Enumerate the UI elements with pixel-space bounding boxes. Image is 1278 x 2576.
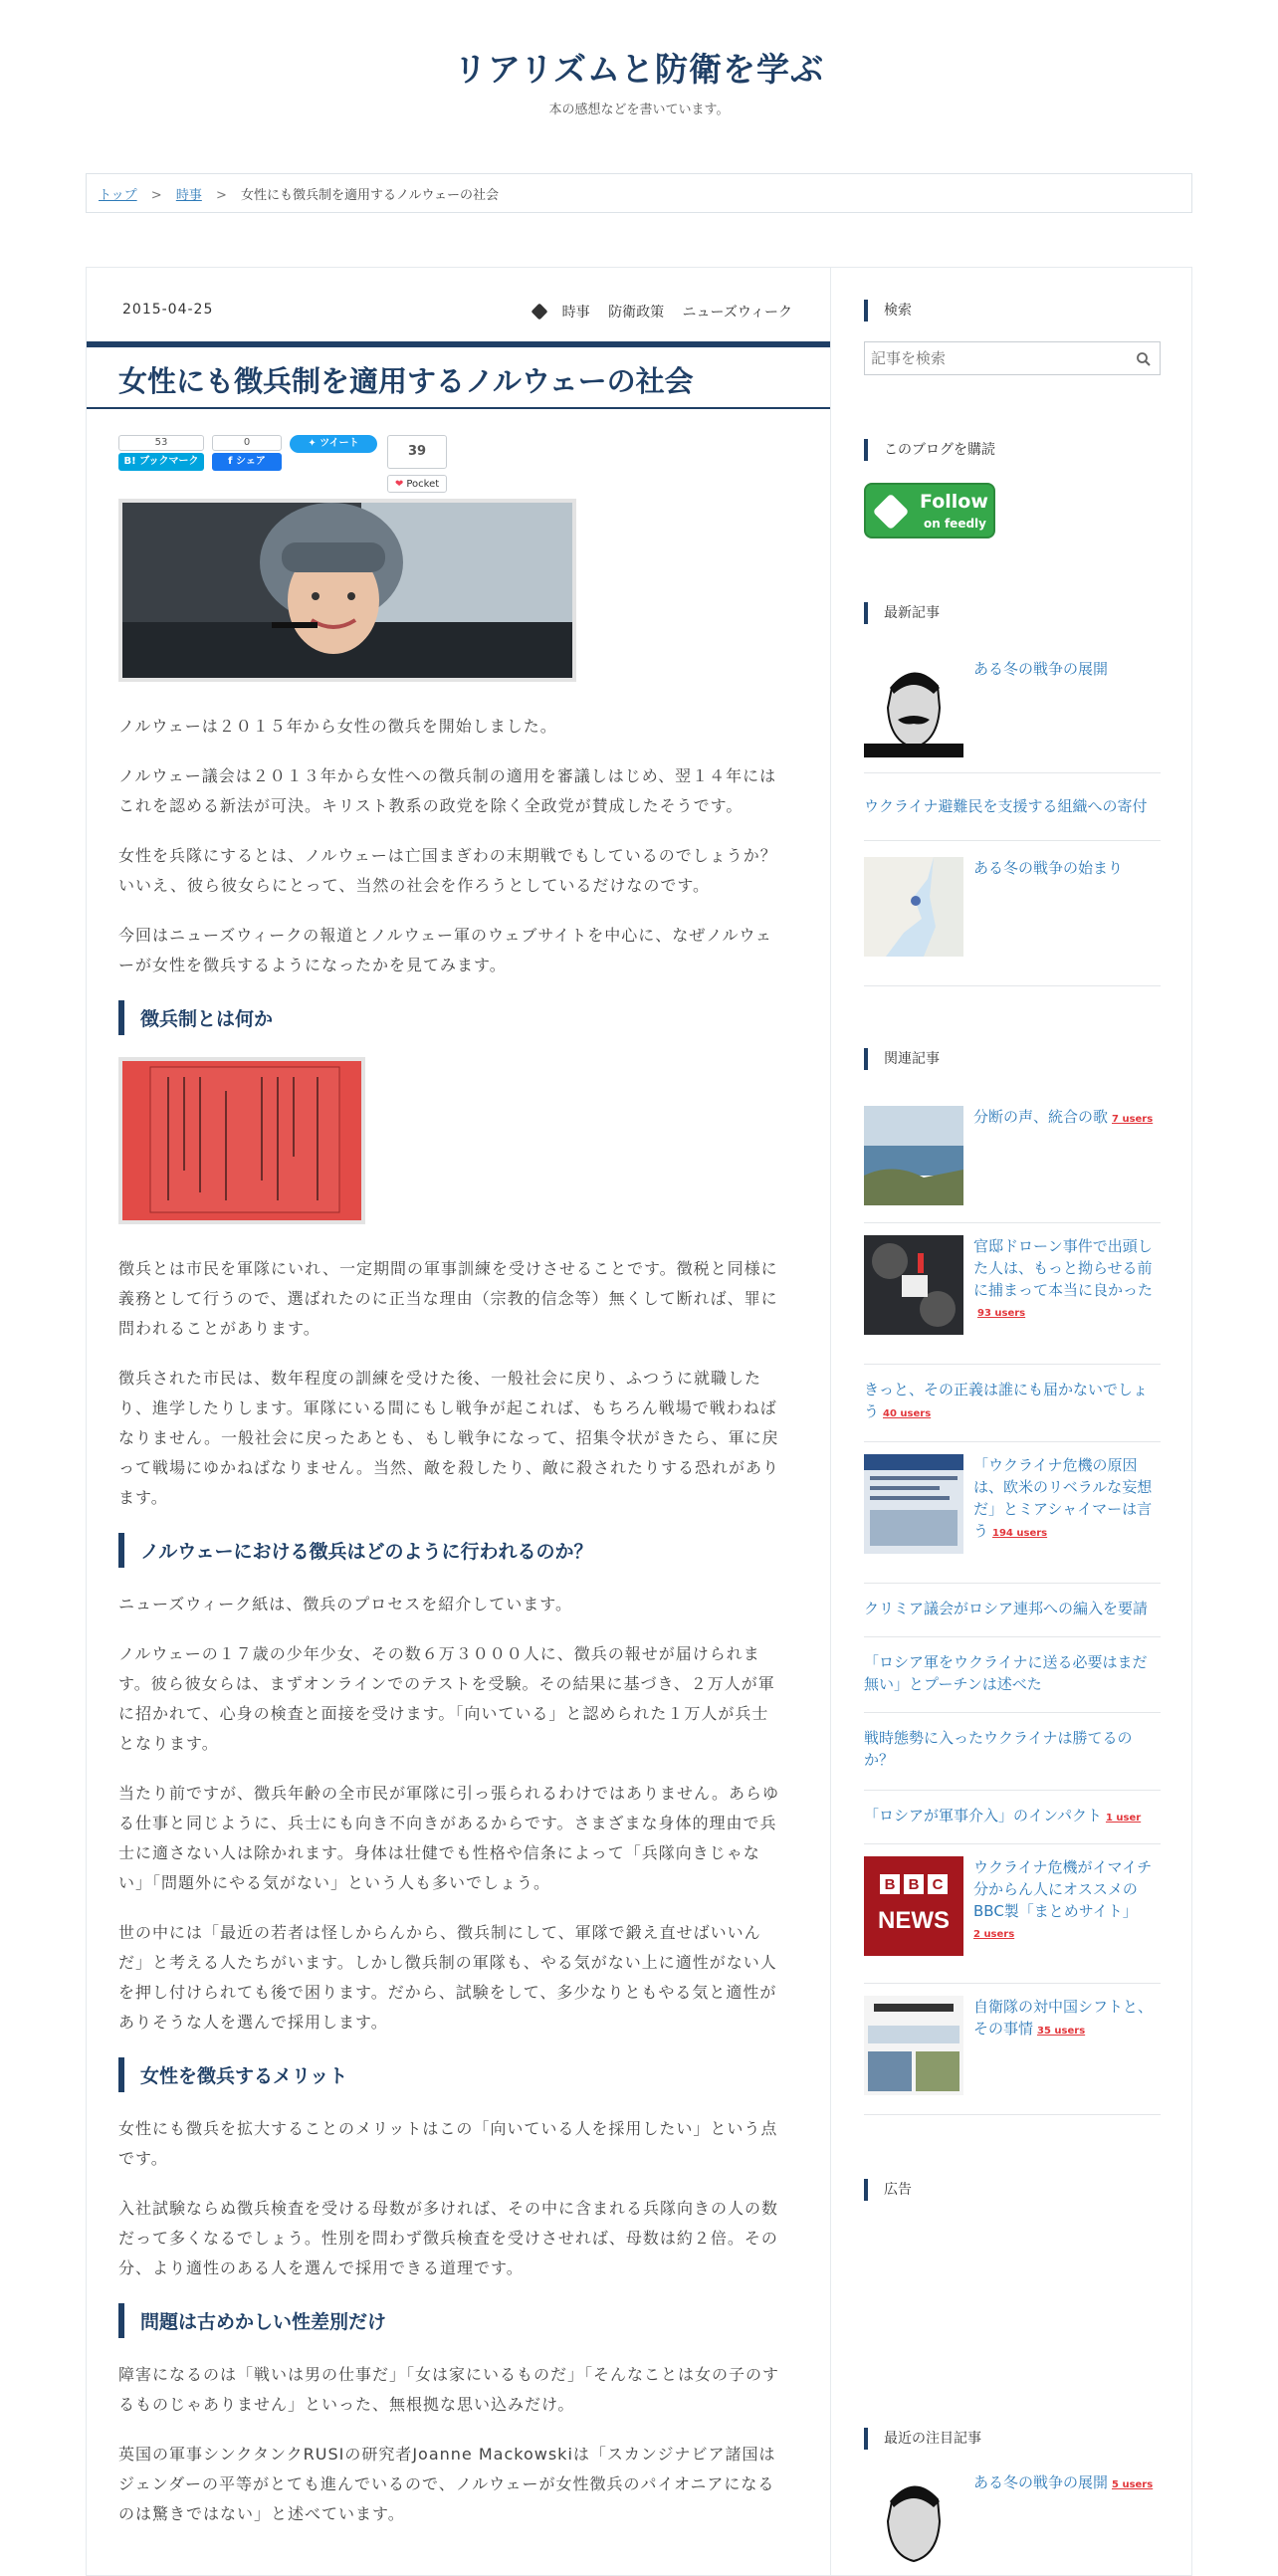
paragraph: 当たり前ですが、徴兵年齢の全市民が軍隊に引っ張られるわけではありません。あらゆる仕事と同じように、兵士にも向き不向きがあるからです。さまざまな身体的理由で兵士に適さない人は除かれます。身体は壮健でも性格や信条によって「兵隊向きじゃない」「問題外にやる気がない」という人も多いでしょう。 <box>118 1784 779 1892</box>
feedly-icon <box>873 494 910 531</box>
tag-icon <box>532 304 548 321</box>
users-badge[interactable]: 5 users <box>1112 2479 1154 2490</box>
breadcrumb <box>86 173 1192 213</box>
related-post-link[interactable]: 「ロシア軍をウクライナに送る必要はまだ無い」とプーチンは述べた <box>864 1653 1148 1693</box>
popular-post-text <box>973 2471 1163 2493</box>
search-icon[interactable] <box>1136 351 1152 367</box>
pocket-label <box>387 475 447 493</box>
related-post-link[interactable]: 官邸ドローン事件で出頭した人は、もっと拗らせる前に捕まって本当に良かった <box>973 1237 1154 1299</box>
book-cover-thumbnail <box>864 1996 963 2095</box>
recent-post-link[interactable]: ある冬の戦争の始まり <box>973 859 1124 877</box>
paragraph: ノルウェーの１７歳の少年少女、その数６万３０００人に、徴兵の報せが届けられます。彼ら彼女らは、まずオンラインでのテストを受験。その結果に基づき、２万人が軍に招かれて、心身の検査と面接を受けます。「向いている」と認められた１万人が兵士となります。 <box>118 1644 775 1753</box>
related-post-text <box>864 1584 1161 1619</box>
widget-title: 関連記事 <box>864 1048 1161 1070</box>
ad-widget <box>864 2179 1161 2418</box>
search-box <box>864 341 1161 375</box>
follow-on-feedly-button[interactable] <box>864 483 995 538</box>
paragraph: ニューズウィーク紙は、徴兵のプロセスを紹介しています。 <box>118 1595 572 1613</box>
popular-post-link[interactable]: ある冬の戦争の展開 <box>973 2473 1109 2491</box>
recent-post-item[interactable] <box>864 841 1161 986</box>
hatena-count: 53 <box>118 435 204 451</box>
feedly-label: Follow <box>920 491 988 513</box>
book-cover-art <box>864 1996 963 2095</box>
subscribe-widget <box>864 439 1161 538</box>
paragraph: 入社試験ならぬ徴兵検査を受ける母数が多ければ、その中に含まれる兵隊向きの人の数だって多くなるでしょう。性別を問わず徴兵検査を受けさせれば、母数は約２倍。その分、より適性のある人を選んで採用できる道理です。 <box>118 2199 779 2277</box>
related-post-item[interactable] <box>864 1442 1161 1584</box>
draft-notice-art <box>122 1061 361 1220</box>
popular-posts-widget <box>864 2428 1161 2549</box>
users-badge[interactable]: 2 users <box>973 1929 1015 1940</box>
related-post-text <box>864 1791 1161 1826</box>
paragraph: 女性を兵隊にするとは、ノルウェーは亡国まぎわの末期戦でもしているのでしょうか？ いいえ、彼ら彼女らにとって、当然の社会を作ろうとしているだけなのです。 <box>118 846 794 895</box>
pilot-photo <box>118 499 576 682</box>
related-post-text <box>864 1365 1161 1422</box>
related-post-item[interactable] <box>864 1844 1161 1984</box>
coast-thumbnail <box>864 1106 963 1205</box>
paragraph: ノルウェー議会は２０１３年から女性への徴兵制の適用を審議しはじめ、翌１４年にはこれを認める新法が可決。キリスト教系の政党を除く全政党が賛成したそうです。 <box>118 766 777 815</box>
draft-notice-photo <box>118 1057 365 1224</box>
stalin-thumbnail <box>864 2471 963 2571</box>
foreign-affairs-thumbnail <box>864 1454 963 1554</box>
users-badge[interactable]: 1 user <box>1105 1813 1142 1824</box>
related-post-link[interactable]: 分断の声、統合の歌 <box>973 1108 1109 1126</box>
hatena-bookmark-button[interactable] <box>118 435 204 471</box>
related-post-item[interactable] <box>864 1791 1161 1844</box>
tweet-label <box>290 435 377 453</box>
related-post-link[interactable]: 「ウクライナ危機の原因は、欧米のリベラルな妄想だ」とミアシャイマーは言う <box>973 1456 1153 1540</box>
coast-thumbnail-art <box>864 1106 963 1205</box>
entry-content <box>87 499 830 2529</box>
drone-thumbnail <box>864 1235 963 1335</box>
feedly-sublabel: on feedly <box>924 517 986 531</box>
related-post-link[interactable]: 「ロシアが軍事介入」のインパクト <box>864 1807 1102 1825</box>
entry-title: 女性にも徴兵制を適用するノルウェーの社会 <box>118 364 694 398</box>
recent-post-item[interactable] <box>864 646 1161 773</box>
content-wrapper <box>86 267 1192 2576</box>
related-post-link[interactable]: きっと、その正義は誰にも届かないでしょう <box>864 1381 1149 1420</box>
facebook-count: 0 <box>212 435 282 451</box>
svg-text:B: B <box>884 1876 896 1893</box>
pocket-label-text: Pocket <box>406 479 440 490</box>
stalin-thumbnail <box>864 658 963 757</box>
paragraph: 今回はニューズウィークの報道とノルウェー軍のウェブサイトを中心に、なぜノルウェーが女性を徴兵するようになったかを見てみます。 <box>118 926 772 974</box>
related-post-item[interactable] <box>864 1223 1161 1365</box>
breadcrumb-current: 女性にも徴兵制を適用するノルウェーの社会 <box>241 188 499 203</box>
widget-title: 最新記事 <box>864 602 1161 624</box>
hatena-label: B! ブックマーク <box>118 453 204 471</box>
bbc-news-logo <box>864 1856 963 1956</box>
entry-categories <box>520 302 792 322</box>
related-post-text <box>864 1637 1161 1695</box>
related-post-text <box>973 1235 1163 1320</box>
facebook-label <box>212 453 282 471</box>
svg-text:C: C <box>932 1876 944 1893</box>
paragraph: 世の中には「最近の若者は怪しからんから、徴兵制にして、軍隊で鍛え直せばいいんだ」と考える人たちがいます。しかし徴兵制の軍隊も、やる気がない上に適性がない人を押し付けられても後で困ります。だから、試験をして、多少なりともやる気と適性がありそうな人を選んで採用します。 <box>118 1923 777 2032</box>
users-badge[interactable]: 194 users <box>992 1528 1048 1539</box>
pocket-button[interactable] <box>387 435 447 493</box>
users-badge[interactable]: 7 users <box>1112 1114 1154 1125</box>
map-thumbnail <box>864 857 963 957</box>
related-post-text <box>973 1996 1163 2039</box>
related-post-text <box>973 1856 1163 1941</box>
stalin-thumbnail-art <box>864 658 963 757</box>
recent-post-item[interactable] <box>864 773 1161 841</box>
widget-title: 検索 <box>864 300 1161 322</box>
related-post-item[interactable] <box>864 1584 1161 1637</box>
breadcrumb-home-link[interactable]: トップ <box>99 188 137 203</box>
pilot-photo-art <box>122 503 572 678</box>
site-title[interactable]: リアリズムと防衛を学ぶ <box>453 50 825 89</box>
related-post-link[interactable]: 自衛隊の対中国シフトと、その事情 <box>973 1998 1154 2038</box>
related-post-item[interactable] <box>864 1984 1161 2115</box>
paragraph: ノルウェーは２０１５年から女性の徴兵を開始しました。 <box>118 717 557 736</box>
pocket-count: 39 <box>387 435 447 469</box>
breadcrumb-separator: > <box>150 188 162 203</box>
related-post-item[interactable] <box>864 1713 1161 1791</box>
entry-title-bar <box>87 341 830 409</box>
twitter-bird-icon: ✦ <box>308 438 320 449</box>
entry-date: 2015-04-25 <box>122 302 214 318</box>
site-description: 本の感想などを書いています。 <box>548 103 730 117</box>
facebook-icon: f <box>228 456 237 467</box>
svg-text:NEWS: NEWS <box>878 1907 950 1934</box>
foreign-affairs-thumbnail-art <box>864 1454 963 1554</box>
drone-thumbnail-art <box>864 1235 963 1335</box>
svg-text:B: B <box>908 1876 920 1893</box>
recent-post-link[interactable]: ウクライナ避難民を支援する組織への寄付 <box>864 797 1148 815</box>
facebook-share-button[interactable] <box>212 435 282 471</box>
social-buttons <box>87 409 830 499</box>
related-post-link[interactable]: 戦時態勢に入ったウクライナは勝てるのか？ <box>864 1729 1133 1769</box>
tweet-button[interactable] <box>290 435 377 453</box>
paragraph: 英国の軍事シンクタンクRUSIの研究者Joanne Mackowskiは「スカンジナビア諸国はジェンダーの平等がとても進んでいるので、ノルウェーが女性徴兵のパイオニアになるのは驚きではない」と述べています。 <box>118 2445 776 2523</box>
popular-post-item[interactable] <box>864 2460 1161 2549</box>
breadcrumb-separator: > <box>215 188 227 203</box>
category-link[interactable]: 防衛政策 <box>608 305 665 321</box>
recent-posts-widget <box>864 602 1161 986</box>
widget-title: 広告 <box>864 2179 1161 2201</box>
paragraph: 徴兵とは市民を軍隊にいれ、一定期間の軍事訓練を受けさせることです。徴税と同様に義務として行うので、選ばれたのに正当な理由（宗教的信念等）無くして断れば、罪に問われることがあります。 <box>118 1259 778 1338</box>
bbc-news-thumbnail <box>864 1856 963 1956</box>
related-post-text <box>864 1713 1161 1771</box>
breadcrumb-category-link[interactable]: 時事 <box>175 188 202 203</box>
sidebar <box>832 268 1192 2575</box>
related-post-item[interactable] <box>864 1094 1161 1223</box>
entry-meta <box>87 268 830 341</box>
recent-post-link[interactable]: ある冬の戦争の展開 <box>973 660 1109 678</box>
main-column <box>87 268 831 2575</box>
tweet-label-text: ツイート <box>320 438 359 449</box>
related-posts-widget <box>864 1048 1161 2115</box>
paragraph: 障害になるのは「戦いは男の仕事だ」「女は家にいるものだ」「そんなことは女の子のするものじゃありません」といった、無根拠な思い込みだけ。 <box>118 2365 780 2414</box>
search-widget <box>864 300 1161 375</box>
site-header <box>0 0 1278 171</box>
section-heading: ノルウェーにおける徴兵はどのように行われるのか？ <box>118 1533 782 1568</box>
related-post-text <box>973 1454 1163 1542</box>
category-link[interactable]: 時事 <box>561 305 590 321</box>
related-post-text <box>973 1106 1163 1128</box>
section-heading: 問題は古めかしい性差別だけ <box>118 2303 782 2338</box>
users-badge[interactable]: 93 users <box>977 1308 1026 1319</box>
widget-title: 最近の注目記事 <box>864 2428 1161 2450</box>
section-heading: 徴兵制とは何か <box>118 1000 782 1035</box>
stalin-thumbnail-art <box>864 2471 963 2571</box>
section-heading: 女性を徴兵するメリット <box>118 2057 782 2092</box>
paragraph: 女性にも徴兵を拡大することのメリットはこの「向いている人を採用したい」という点です。 <box>118 2119 778 2168</box>
related-post-link[interactable]: ウクライナ危機がイマイチ分からん人にオススメの BBC製「まとめサイト」 <box>973 1858 1153 1920</box>
widget-title: このブログを購読 <box>864 439 1161 461</box>
users-badge[interactable]: 35 users <box>1037 2026 1086 2037</box>
map-thumbnail-art <box>864 857 963 957</box>
pocket-icon: ❤ <box>394 479 407 490</box>
category-link[interactable]: ニューズウィーク <box>682 305 792 321</box>
paragraph: 徴兵された市民は、数年程度の訓練を受けた後、一般社会に戻り、ふつうに就職したり、進学したりします。軍隊にいる間にもし戦争が起これば、もちろん戦場で戦わねばなりません。一般社会に戻ったあとも、もし戦争になって、招集令状がきたら、軍に戻って戦場にゆかねばなりません。当然、敵を殺したり、敵に殺されたりする恐れがあります。 <box>118 1369 779 1507</box>
facebook-label-text: シェア <box>236 456 266 467</box>
ad-slot <box>864 2201 1161 2418</box>
related-post-item[interactable] <box>864 1365 1161 1442</box>
related-post-item[interactable] <box>864 1637 1161 1713</box>
search-input[interactable] <box>865 342 1124 374</box>
users-badge[interactable]: 40 users <box>883 1408 932 1419</box>
related-post-link[interactable]: クリミア議会がロシア連邦への編入を要請 <box>864 1600 1149 1617</box>
